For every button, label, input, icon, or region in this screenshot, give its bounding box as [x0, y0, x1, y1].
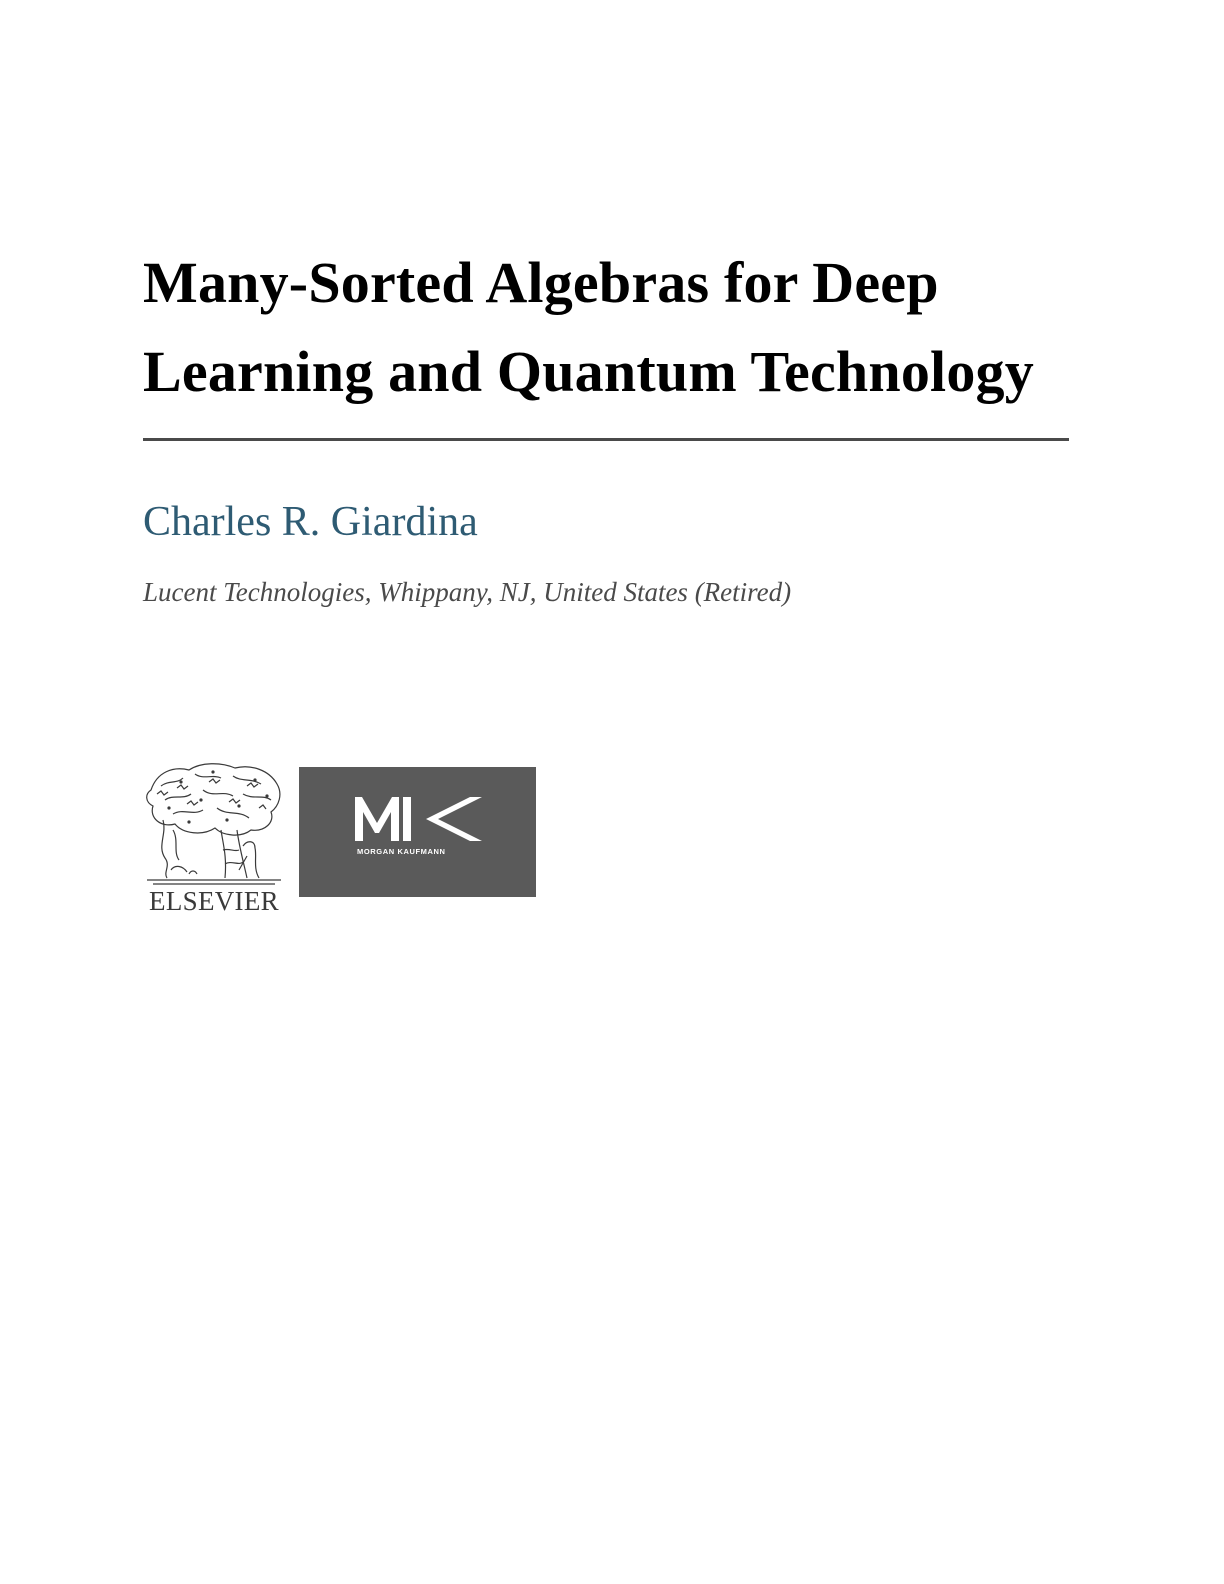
title-divider [143, 438, 1069, 441]
book-title [143, 238, 1103, 416]
author-affiliation: Lucent Technologies, Whippany, NJ, United States (Retired) [143, 577, 792, 607]
elsevier-wordmark: ELSEVIER [149, 886, 279, 916]
mk-monogram-icon [299, 767, 536, 897]
book-title-line-1: Many-Sorted Algebras for Deep [143, 250, 939, 315]
author-name: Charles R. Giardina [143, 499, 478, 545]
elsevier-tree-icon [143, 760, 285, 886]
book-title-line-2: Learning and Quantum Technology [143, 339, 1034, 404]
elsevier-logo [143, 760, 285, 916]
mk-publisher-name: MORGAN KAUFMANN [357, 847, 446, 856]
morgan-kaufmann-logo [299, 767, 536, 897]
